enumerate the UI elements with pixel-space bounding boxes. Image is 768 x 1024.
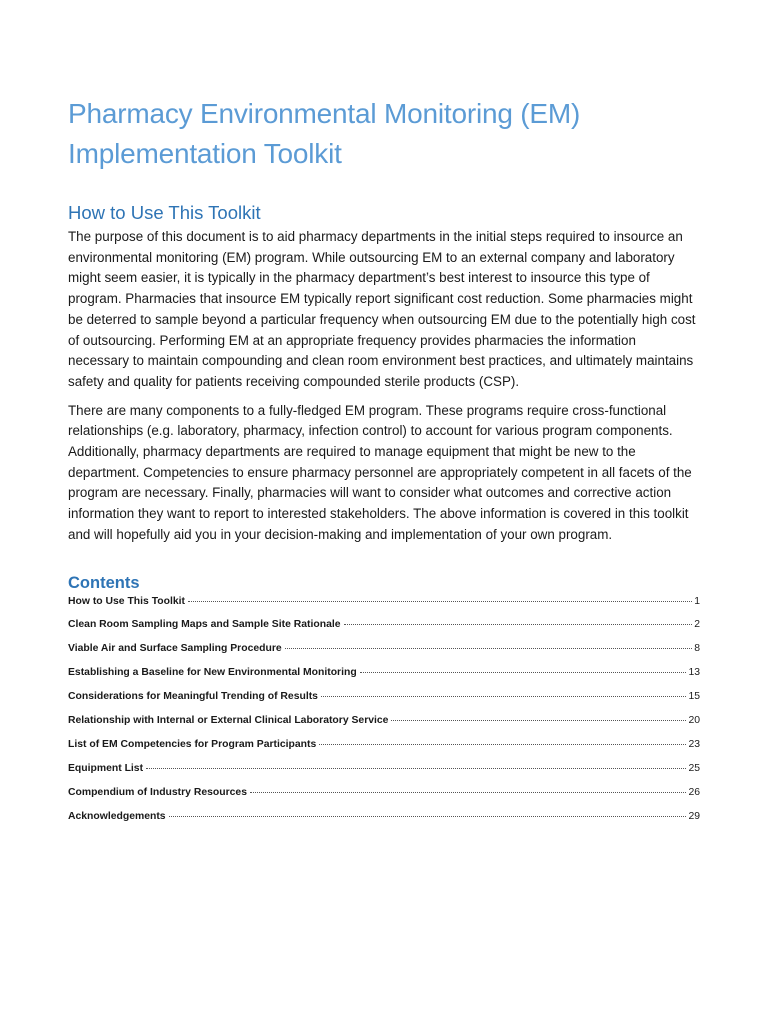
intro-paragraph-2: There are many components to a fully-fledged EM program. These programs require cross-functional relationships (e.g. laboratory, pharmacy, infection control) to account for various program components. Additionally, pharmacy departments are required to manage equipment that might be new to the department. Competencies to ensure pharmacy personnel are appropriately competent in all facets of the program are necessary. Finally, pharmacies will want to consider what outcomes and corrective action information they want to report to interested stakeholders. The above information is covered in this toolkit and will hopefully aid you in your decision-making and implementation of your own program. (68, 402, 692, 542)
toc-page-number: 13 (688, 666, 700, 678)
toc-entry-label: Equipment List (68, 762, 144, 774)
toc-dot-leader (285, 648, 693, 649)
toc-entry-label: Viable Air and Surface Sampling Procedure (68, 642, 282, 654)
intro-paragraph-1: The purpose of this document is to aid pharmacy departments in the initial steps required to insource an environmental monitoring (EM) program. While outsourcing EM to an external company and laboratory might seem easier, it is typically in the pharmacy department’s best interest to insource this type of program. Pharmacies that insource EM typically report significant cost reduction. Some pharmacies might be deterred to sample beyond a particular frequency when outsourcing EM due to the potentially high cost of outsourcing. Performing EM at an appropriate frequency provides pharmacies the information necessary to maintain compounding and clean room environment best practices, and ultimately maintains safety and quality for patients receiving compounded sterile products (CSP). (68, 229, 696, 389)
toc-page-number: 23 (688, 738, 700, 750)
toc-entry-how-to-use[interactable] (68, 595, 700, 618)
toc-entry-label: Acknowledgements (68, 810, 166, 822)
toc-entry-equipment[interactable] (68, 762, 700, 786)
toc-entry-sampling-maps[interactable] (68, 618, 700, 642)
toc-dot-leader (188, 601, 692, 602)
toc-entry-lab-relationship[interactable] (68, 714, 700, 738)
toc-dot-leader (391, 720, 686, 721)
toc-entry-sampling-procedure[interactable] (68, 642, 700, 666)
toc-dot-leader (321, 696, 686, 697)
toc-entry-acknowledgements[interactable] (68, 810, 700, 834)
toc-page-number: 2 (694, 618, 700, 630)
toc-dot-leader (146, 768, 686, 769)
title-line-1: Pharmacy Environmental Monitoring (EM) (68, 98, 581, 129)
toc-page-number: 29 (688, 810, 700, 822)
toc-entry-baseline[interactable] (68, 666, 700, 690)
toc-entry-resources[interactable] (68, 786, 700, 810)
title-line-2: Implementation Toolkit (68, 138, 342, 169)
toc-entry-label: Compendium of Industry Resources (68, 786, 247, 798)
contents-heading: Contents (68, 573, 140, 592)
toc-entry-label: Clean Room Sampling Maps and Sample Site Rationale (68, 618, 341, 630)
toc-entry-label: List of EM Competencies for Program Participants (68, 738, 317, 750)
table-of-contents (68, 595, 700, 834)
toc-entry-label: Relationship with Internal or External Clinical Laboratory Service (68, 714, 389, 726)
toc-entry-label: Considerations for Meaningful Trending of Results (68, 690, 318, 702)
toc-dot-leader (169, 816, 687, 817)
toc-page-number: 25 (688, 762, 700, 774)
toc-page-number: 1 (694, 595, 700, 607)
toc-dot-leader (360, 672, 687, 673)
toc-dot-leader (250, 792, 686, 793)
toc-entry-competencies[interactable] (68, 738, 700, 762)
page-content (68, 94, 700, 834)
toc-page-number: 20 (688, 714, 700, 726)
toc-entry-label: Establishing a Baseline for New Environmental Monitoring (68, 666, 357, 678)
toc-entry-label: How to Use This Toolkit (68, 595, 185, 607)
toc-entry-trending[interactable] (68, 690, 700, 714)
document-title (68, 94, 700, 174)
toc-page-number: 8 (694, 642, 700, 654)
toc-page-number: 15 (688, 690, 700, 702)
toc-dot-leader (319, 744, 686, 745)
toc-dot-leader (344, 624, 693, 625)
section-heading-how-to-use: How to Use This Toolkit (68, 202, 261, 223)
toc-page-number: 26 (688, 786, 700, 798)
